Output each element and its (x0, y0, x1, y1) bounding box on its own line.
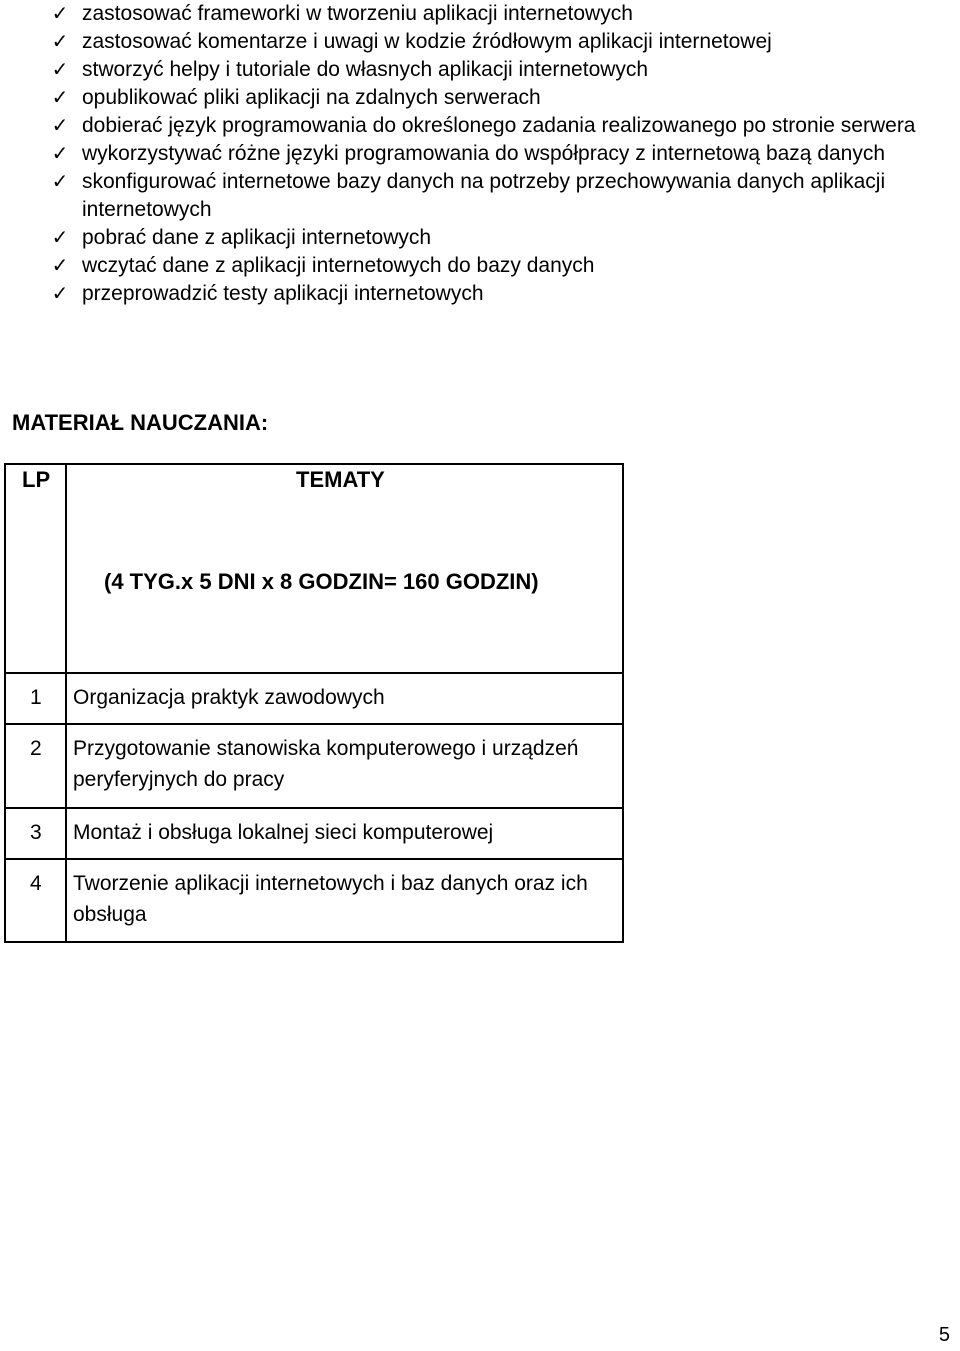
checkmark-icon: ✓ (51, 255, 69, 277)
checkmark-icon: ✓ (51, 227, 69, 249)
table-row (5, 859, 623, 942)
checkmark-icon: ✓ (51, 31, 69, 53)
checkmark-icon: ✓ (51, 3, 69, 25)
checkmark-icon: ✓ (51, 87, 69, 109)
table-row (5, 808, 623, 859)
checklist-item (0, 168, 940, 224)
checklist-item-text: wczytać dane z aplikacji internetowych do bazy danych (82, 254, 595, 277)
row-lp: 2 (5, 724, 66, 808)
checklist-item-text: pobrać dane z aplikacji internetowych (82, 226, 432, 249)
checkmark-icon: ✓ (51, 171, 69, 193)
checklist-item (0, 84, 940, 112)
header-topics-cell (66, 464, 623, 673)
header-topics: TEMATY (296, 467, 385, 492)
row-topic: Montaż i obsługa lokalnej sieci komputerowej (66, 808, 623, 859)
topics-table (4, 463, 624, 943)
row-topic: Tworzenie aplikacji internetowych i baz danych oraz ich obsługa (66, 859, 623, 942)
checklist-item-text: skonfigurować internetowe bazy danych na potrzeby przechowywania danych aplikacji internetowych (82, 170, 886, 221)
row-lp: 3 (5, 808, 66, 859)
table-header-row (5, 464, 623, 673)
skills-checklist (0, 0, 960, 308)
checklist-item (0, 0, 940, 28)
checklist-item (0, 140, 940, 168)
checklist-item (0, 280, 940, 308)
checklist-item-text: stworzyć helpy i tutoriale do własnych aplikacji internetowych (82, 58, 649, 81)
page-number: 5 (938, 1324, 950, 1346)
checklist-item-text: opublikować pliki aplikacji na zdalnych serwerach (82, 86, 541, 109)
checklist-item (0, 28, 940, 56)
checkmark-icon: ✓ (51, 283, 69, 305)
checklist-item (0, 252, 940, 280)
checklist-item-text: wykorzystywać różne języki programowania do współpracy z internetową bazą danych (82, 142, 886, 165)
checklist-item (0, 56, 940, 84)
checklist-item (0, 224, 940, 252)
checklist-item-text: przeprowadzić testy aplikacji internetowych (82, 282, 484, 305)
checklist-item-text: dobierać język programowania do określonego zadania realizowanego po stronie serwera (82, 114, 916, 137)
checkmark-icon: ✓ (51, 143, 69, 165)
checklist-item-text: zastosować frameworki w tworzeniu aplikacji internetowych (82, 2, 633, 25)
checkmark-icon: ✓ (51, 59, 69, 81)
header-lp: LP (5, 464, 66, 673)
section-heading: MATERIAŁ NAUCZANIA: (12, 410, 269, 435)
table-row (5, 673, 623, 724)
row-lp: 1 (5, 673, 66, 724)
checklist-item-text: zastosować komentarze i uwagi w kodzie źródłowym aplikacji internetowej (82, 30, 772, 53)
header-hours: (4 TYG.x 5 DNI x 8 GODZIN= 160 GODZIN) (104, 569, 539, 594)
checklist-item (0, 112, 940, 140)
row-topic: Przygotowanie stanowiska komputerowego i urządzeń peryferyjnych do pracy (66, 724, 623, 808)
table-row (5, 724, 623, 808)
row-topic: Organizacja praktyk zawodowych (66, 673, 623, 724)
row-lp: 4 (5, 859, 66, 942)
checkmark-icon: ✓ (51, 115, 69, 137)
